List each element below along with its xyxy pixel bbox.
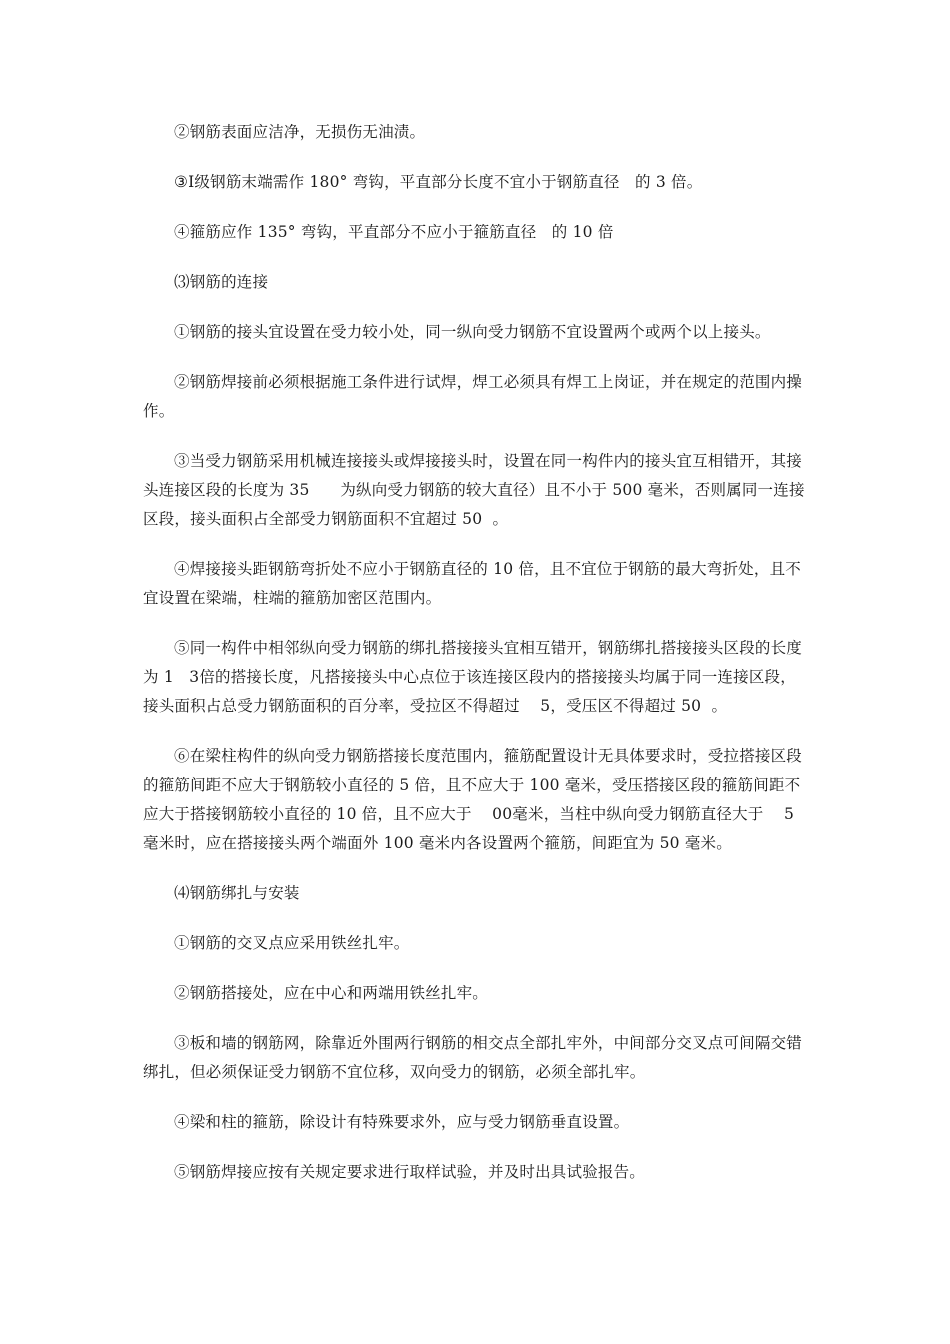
paragraph-mechanical-joint: ③当受力钢筋采用机械连接接头或焊接接头时，设置在同一构件内的接头宜互相错开，其接头连接区段的长度为 35 为纵向受力钢筋的较大直径）且不小于 500 毫米，否则属同一连接区段，接头面积占全部受力钢筋面积不宜超过 50 。 <box>143 452 805 528</box>
paragraph-grade1-hook: ③Ⅰ级钢筋末端需作 180° 弯钩，平直部分长度不宜小于钢筋直径 的 3 倍。 <box>174 173 703 191</box>
section-heading-connection: ⑶钢筋的连接 <box>174 273 269 291</box>
paragraph-weld-distance: ④焊接接头距钢筋弯折处不应小于钢筋直径的 10 倍，且不宜位于钢筋的最大弯折处，且不宜设置在梁端，柱端的箍筋加密区范围内。 <box>143 560 801 607</box>
paragraph-lap-binding: ②钢筋搭接处，应在中心和两端用铁丝扎牢。 <box>174 984 489 1002</box>
document-page <box>143 118 809 1187</box>
paragraph-trial-welding: ②钢筋焊接前必须根据施工条件进行试焊，焊工必须具有焊工上岗证，并在规定的范围内操作。 <box>143 373 803 420</box>
section-heading-binding: ⑷钢筋绑扎与安装 <box>174 884 300 902</box>
paragraph-cross-points: ①钢筋的交叉点应采用铁丝扎牢。 <box>174 934 410 952</box>
paragraph-stirrup-perpendicular: ④梁和柱的箍筋，除设计有特殊要求外，应与受力钢筋垂直设置。 <box>174 1113 630 1131</box>
paragraph-lap-splice: ⑤同一构件中相邻纵向受力钢筋的绑扎搭接接头宜相互错开，钢筋绑扎搭接接头区段的长度为 1 3倍的搭接长度，凡搭接接头中心点位于该连接区段内的搭接接头均属于同一连接区段，接头面积占总受力钢筋面积的百分率，受拉区不得超过 5，受压区不得超过 50 。 <box>143 639 803 715</box>
paragraph-rebar-surface: ②钢筋表面应洁净，无损伤无油渍。 <box>174 123 426 141</box>
paragraph-stirrup-hook: ④箍筋应作 135° 弯钩，平直部分不应小于箍筋直径 的 10 倍 <box>174 223 614 241</box>
paragraph-joint-location: ①钢筋的接头宜设置在受力较小处，同一纵向受力钢筋不宜设置两个或两个以上接头。 <box>174 323 771 341</box>
paragraph-stirrup-spacing: ⑥在梁柱构件的纵向受力钢筋搭接长度范围内，箍筋配置设计无具体要求时，受拉搭接区段的箍筋间距不应大于钢筋较小直径的 5 倍，且不应大于 100 毫米，受压搭接区段的箍筋间距不应大于搭接钢筋较小直径的 10 倍，且不应大于 00毫米，当柱中纵向受力钢筋直径大于 5毫米时，应在搭接接头两个端面外 100 毫米内各设置两个箍筋，间距宜为 50 毫米。 <box>143 747 803 852</box>
paragraph-mesh-binding: ③板和墙的钢筋网，除靠近外围两行钢筋的相交点全部扎牢外，中间部分交叉点可间隔交错绑扎，但必须保证受力钢筋不宜位移，双向受力的钢筋，必须全部扎牢。 <box>143 1034 803 1081</box>
paragraph-sampling-test: ⑤钢筋焊接应按有关规定要求进行取样试验，并及时出具试验报告。 <box>174 1163 646 1181</box>
